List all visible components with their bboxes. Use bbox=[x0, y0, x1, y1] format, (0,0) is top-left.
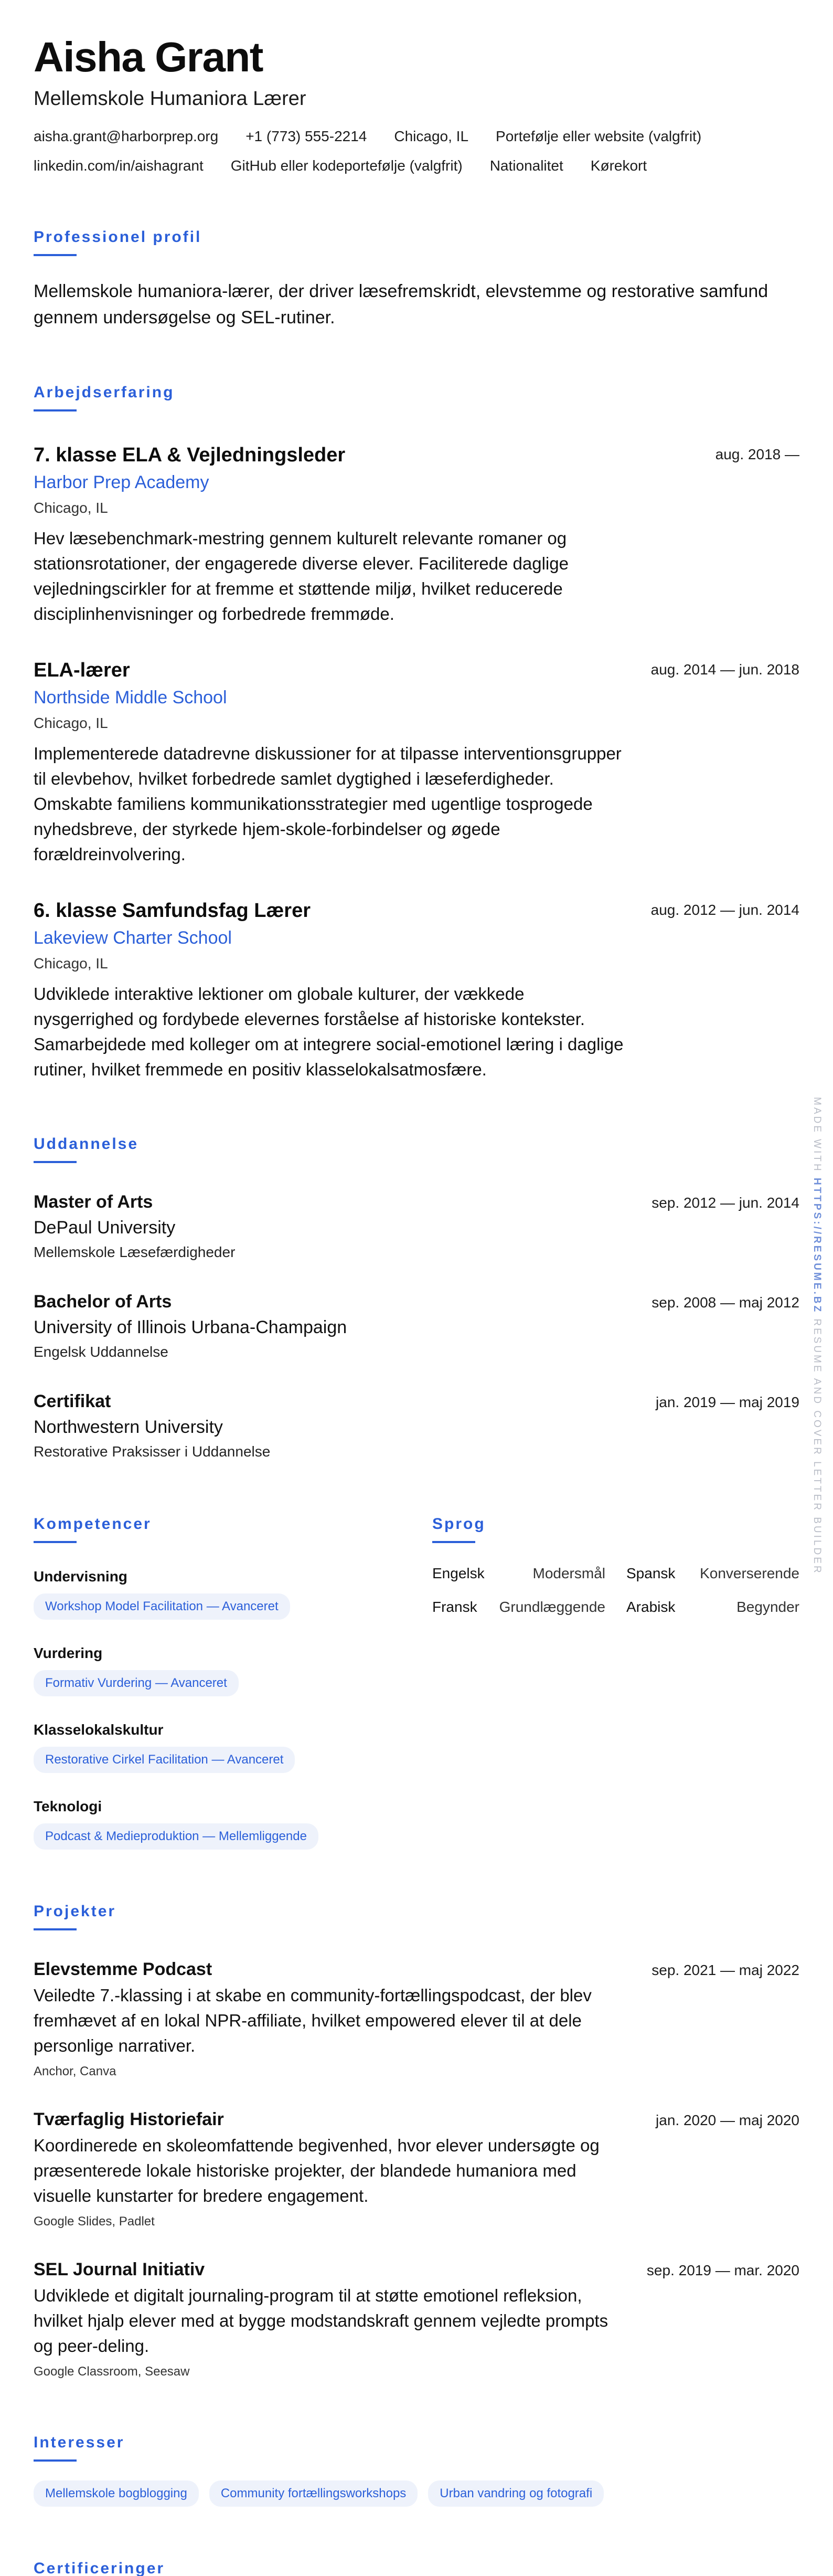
job-dates: aug. 2012 — jun. 2014 bbox=[650, 902, 799, 918]
job-entry bbox=[34, 442, 799, 627]
language-item bbox=[626, 1598, 799, 1617]
job-title: 7. klasse ELA & Vejledningsleder bbox=[34, 444, 346, 466]
project-dates: sep. 2019 — mar. 2020 bbox=[646, 2262, 799, 2278]
profile-summary: Mellemskole humaniora-lærer, der driver læsefremskridt, elevstemme og restorative samfund gennem undersøgelse og SEL-rutiner. bbox=[34, 281, 768, 328]
skill-chip: Workshop Model Facilitation — Avanceret bbox=[34, 1593, 290, 1620]
language-grid bbox=[432, 1564, 799, 1617]
section-certifications bbox=[34, 2559, 799, 2576]
language-name: Engelsk bbox=[432, 1565, 485, 1581]
section-divider bbox=[34, 1928, 77, 1930]
job-description: Implementerede datadrevne diskussioner for at tilpasse interventionsgrupper til elevbehov, hvilket forbedrede samlet dygtighed i læseferdigheder. Omskabte familiens kommunikationsstrategier med ugentlige tosprogede nyhedsbreve, der styrkede hjem-skole-forbindelser og øgede forældreinvolvering. bbox=[34, 744, 622, 864]
candidate-name: Aisha Grant bbox=[34, 34, 263, 80]
education-entry bbox=[34, 1390, 799, 1462]
watermark-suffix: RESUME AND COVER LETTER BUILDER bbox=[811, 1318, 823, 1575]
section-divider bbox=[34, 2459, 77, 2462]
job-company[interactable]: Harbor Prep Academy bbox=[34, 472, 209, 492]
job-entry bbox=[34, 657, 799, 867]
job-location: Chicago, IL bbox=[34, 500, 108, 516]
project-tools: Google Classroom, Seesaw bbox=[34, 2364, 190, 2379]
education-dates: sep. 2008 — maj 2012 bbox=[652, 1294, 799, 1311]
job-company[interactable]: Lakeview Charter School bbox=[34, 928, 232, 948]
project-description: Udviklede et digitalt journaling-program til at støtte emotionel refleksion, hvilket hjalp elever med at bygge modstandskraft gennem vejledte prompts og peer-deling. bbox=[34, 2286, 608, 2356]
side-watermark bbox=[809, 1097, 825, 1575]
project-entry bbox=[34, 2258, 799, 2381]
language-item bbox=[432, 1598, 605, 1617]
interest-chip: Mellemskole bogblogging bbox=[34, 2480, 199, 2507]
contact-row-secondary bbox=[34, 156, 799, 175]
job-title: 6. klasse Samfundsfag Lærer bbox=[34, 900, 311, 922]
skill-group bbox=[34, 1644, 432, 1696]
section-divider bbox=[34, 409, 77, 411]
language-name: Arabisk bbox=[626, 1599, 676, 1615]
section-profile bbox=[34, 228, 799, 331]
language-level: Grundlæggende bbox=[499, 1599, 605, 1615]
language-item bbox=[626, 1564, 799, 1583]
section-heading-interests: Interesser bbox=[34, 2434, 125, 2451]
education-degree: Master of Arts bbox=[34, 1192, 153, 1212]
skill-group bbox=[34, 1797, 432, 1850]
job-company[interactable]: Northside Middle School bbox=[34, 688, 227, 708]
education-field: Restorative Praksisser i Uddannelse bbox=[34, 1443, 271, 1460]
job-dates: aug. 2014 — jun. 2018 bbox=[650, 661, 799, 678]
education-degree: Bachelor of Arts bbox=[34, 1292, 172, 1312]
section-skills bbox=[34, 1515, 432, 1850]
contact-email[interactable]: aisha.grant@harborprep.org bbox=[34, 128, 219, 144]
contact-portfolio[interactable]: Portefølje eller website (valgfrit) bbox=[496, 128, 702, 144]
section-experience bbox=[34, 383, 799, 1082]
project-description: Koordinerede en skoleomfattende begivenhed, hvor elever undersøgte og præsenterede lokale historiske projekter, der blandede humaniora med visuelle kunstarter for bredere engagement. bbox=[34, 2136, 600, 2205]
contact-phone[interactable]: +1 (773) 555-2214 bbox=[245, 128, 367, 144]
language-item bbox=[432, 1564, 605, 1583]
education-degree: Certifikat bbox=[34, 1391, 111, 1411]
project-title: SEL Journal Initiativ bbox=[34, 2260, 205, 2279]
skill-group-name: Vurdering bbox=[34, 1645, 103, 1661]
project-description: Veiledte 7.-klassing i at skabe en community-fortællingspodcast, der blev fremhævet af en lokal NPR-affiliate, hvilket empowered elever til at dele personlige narrativer. bbox=[34, 1986, 592, 2055]
job-description: Udviklede interaktive lektioner om globale kulturer, der vækkede nysgerrighed og fordybede elevernes forståelse af historiske kontekster. Samarbejdede med kolleger om at integrere social-emotionel læring i daglige rutiner, hvilket fremmede en positiv klasselokalsatmosfære. bbox=[34, 984, 624, 1079]
job-location: Chicago, IL bbox=[34, 955, 108, 972]
skill-group bbox=[34, 1720, 432, 1773]
section-education bbox=[34, 1135, 799, 1462]
skills-languages-row bbox=[34, 1515, 799, 1850]
language-level: Modersmål bbox=[532, 1565, 605, 1581]
language-name: Fransk bbox=[432, 1599, 477, 1615]
section-heading-languages: Sprog bbox=[432, 1515, 486, 1533]
education-entry bbox=[34, 1290, 799, 1363]
job-dates: aug. 2018 — bbox=[715, 446, 799, 462]
language-level: Konverserende bbox=[700, 1565, 799, 1581]
education-dates: jan. 2019 — maj 2019 bbox=[656, 1394, 799, 1410]
section-heading-skills: Kompetencer bbox=[34, 1515, 152, 1533]
project-dates: jan. 2020 — maj 2020 bbox=[656, 2112, 799, 2128]
project-title: Tværfaglig Historiefair bbox=[34, 2109, 224, 2129]
watermark-prefix: MADE WITH bbox=[811, 1097, 823, 1173]
job-location: Chicago, IL bbox=[34, 715, 108, 731]
language-name: Spansk bbox=[626, 1565, 676, 1581]
section-divider bbox=[34, 1161, 77, 1163]
job-entry bbox=[34, 898, 799, 1082]
section-heading-projects: Projekter bbox=[34, 1903, 116, 1920]
education-field: Engelsk Uddannelse bbox=[34, 1344, 168, 1360]
skill-group-name: Teknologi bbox=[34, 1798, 102, 1814]
skill-chip: Podcast & Medieproduktion — Mellemliggende bbox=[34, 1823, 318, 1850]
contact-nationality: Nationalitet bbox=[489, 157, 563, 174]
project-entry bbox=[34, 2108, 799, 2231]
section-languages bbox=[432, 1515, 799, 1850]
watermark-text bbox=[810, 1097, 823, 1575]
education-dates: sep. 2012 — jun. 2014 bbox=[652, 1195, 799, 1211]
project-entry bbox=[34, 1958, 799, 2081]
education-school: Northwestern University bbox=[34, 1417, 223, 1437]
education-entry bbox=[34, 1190, 799, 1263]
interest-chip: Community fortællingsworkshops bbox=[209, 2480, 418, 2507]
skill-group-name: Undervisning bbox=[34, 1568, 127, 1585]
project-title: Elevstemme Podcast bbox=[34, 1959, 212, 1979]
skill-group-name: Klasselokalskultur bbox=[34, 1722, 164, 1738]
contact-linkedin[interactable]: linkedin.com/in/aishagrant bbox=[34, 157, 204, 174]
project-dates: sep. 2021 — maj 2022 bbox=[652, 1962, 799, 1978]
skill-chip: Restorative Cirkel Facilitation — Avanceret bbox=[34, 1747, 295, 1773]
section-heading-certifications: Certificeringer bbox=[34, 2560, 165, 2576]
contact-location: Chicago, IL bbox=[394, 128, 469, 144]
job-description: Hev læsebenchmark-mestring gennem kulturelt relevante romaner og stationsrotationer, der engagerede diverse elever. Faciliterede daglige vejledningscirkler for at fremme et støttende miljø, hvilket reducerede disciplinhenvisninger og forbedrede fremmøde. bbox=[34, 529, 569, 624]
section-divider bbox=[34, 254, 77, 256]
interest-chip: Urban vandring og fotografi bbox=[428, 2480, 604, 2507]
job-title: ELA-lærer bbox=[34, 659, 130, 681]
language-level: Begynder bbox=[736, 1599, 799, 1615]
education-field: Mellemskole Læsefærdigheder bbox=[34, 1244, 236, 1260]
section-heading-experience: Arbejdserfaring bbox=[34, 384, 175, 401]
education-school: DePaul University bbox=[34, 1218, 176, 1238]
watermark-link[interactable]: HTTPS://RESUME.BZ bbox=[811, 1178, 823, 1314]
interest-chips bbox=[34, 2480, 799, 2507]
section-divider bbox=[34, 1541, 77, 1543]
contact-row-primary bbox=[34, 127, 799, 146]
section-heading-education: Uddannelse bbox=[34, 1135, 139, 1153]
skill-chip: Formativ Vurdering — Avanceret bbox=[34, 1670, 239, 1696]
section-divider bbox=[432, 1541, 475, 1543]
education-school: University of Illinois Urbana-Champaign bbox=[34, 1317, 347, 1337]
skill-group bbox=[34, 1567, 432, 1620]
project-tools: Anchor, Canva bbox=[34, 2064, 116, 2078]
section-interests bbox=[34, 2433, 799, 2507]
project-tools: Google Slides, Padlet bbox=[34, 2214, 155, 2229]
section-heading-profile: Professionel profil bbox=[34, 228, 202, 246]
section-projects bbox=[34, 1902, 799, 2381]
contact-drivers-license: Kørekort bbox=[590, 157, 647, 174]
candidate-title: Mellemskole Humaniora Lærer bbox=[34, 88, 306, 110]
resume-page bbox=[34, 34, 799, 2576]
contact-github[interactable]: GitHub eller kodeportefølje (valgfrit) bbox=[230, 157, 463, 174]
